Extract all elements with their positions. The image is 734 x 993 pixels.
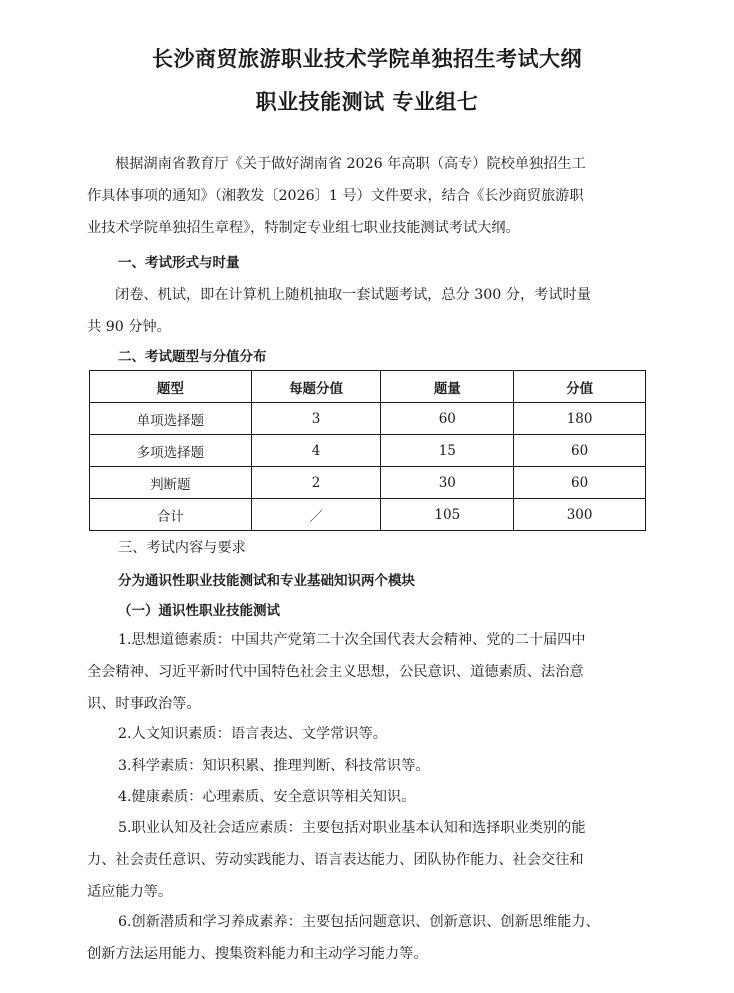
table-cell: ／ — [251, 499, 381, 531]
table-cell: 300 — [514, 499, 646, 531]
item4-paragraph — [87, 781, 649, 813]
table-cell: 4 — [251, 435, 381, 467]
item5-line: 力、社会责任意识、劳动实践能力、语言表达能力、团队协作能力、社会交往和 — [87, 852, 584, 868]
score-table — [89, 370, 646, 531]
item1-paragraph — [87, 624, 649, 720]
intro-line: 根据湖南省教育厅《关于做好湖南省 2026 年高职（高专）院校单独招生工 — [115, 156, 586, 172]
table-header-row — [90, 371, 646, 403]
table-header-cell: 题量 — [381, 371, 514, 403]
item5-line: 适应能力等。 — [87, 884, 173, 900]
section1-line: 共 90 分钟。 — [87, 319, 171, 335]
table-cell: 多项选择题 — [90, 435, 252, 467]
table-total-row — [90, 499, 646, 531]
document-subtitle: 职业技能测试 专业组七 — [255, 90, 479, 114]
item1-line: 识、时事政治等。 — [87, 696, 201, 712]
intro-line: 业技术学院单独招生章程》，特制定专业组七职业技能测试考试大纲。 — [87, 220, 520, 236]
item1-line: 全会精神、习近平新时代中国特色社会主义思想，公民意识、道德素质、法治意 — [87, 664, 584, 680]
intro-paragraph — [87, 148, 649, 244]
item2-line: 2.人文知识素质：语言表达、文学常识等。 — [118, 726, 387, 742]
item6-line: 创新方法运用能力、搜集资料能力和主动学习能力等。 — [87, 946, 428, 962]
table-header-cell: 分值 — [514, 371, 646, 403]
table-cell: 3 — [251, 403, 381, 435]
table-cell: 60 — [514, 467, 646, 499]
intro-line: 作具体事项的通知》（湘教发〔2026〕1 号）文件要求，结合《长沙商贸旅游职 — [87, 188, 584, 204]
section1-line: 闭卷、机试，即在计算机上随机抽取一套试题考试，总分 300 分，考试时量 — [115, 287, 591, 303]
table-row — [90, 403, 646, 435]
table-cell: 判断题 — [90, 467, 252, 499]
section3-heading: 三、考试内容与要求 — [118, 540, 246, 556]
item2-paragraph — [87, 718, 649, 750]
table-cell: 60 — [381, 403, 514, 435]
table-cell: 15 — [381, 435, 514, 467]
table-cell: 2 — [251, 467, 381, 499]
item6-paragraph — [87, 906, 649, 970]
item3-line: 3.科学素质：知识积累、推理判断、科技常识等。 — [118, 758, 430, 774]
table-cell: 60 — [514, 435, 646, 467]
section1-paragraph — [87, 279, 649, 343]
table-cell: 合计 — [90, 499, 252, 531]
table-cell: 30 — [381, 467, 514, 499]
table-header-cell: 题型 — [90, 371, 252, 403]
item3-paragraph — [87, 750, 649, 782]
section2-heading: 二、考试题型与分值分布 — [118, 349, 267, 365]
section3-subheading: 分为通识性职业技能测试和专业基础知识两个模块 — [118, 573, 415, 589]
table-row — [90, 435, 646, 467]
table-row — [90, 467, 646, 499]
item5-paragraph — [87, 812, 649, 908]
item4-line: 4.健康素质：心理素质、安全意识等相关知识。 — [118, 789, 416, 805]
section1-heading: 一、考试形式与时量 — [118, 255, 240, 271]
item1-line: 1.思想道德素质：中国共产党第二十次全国代表大会精神、党的二十届四中 — [118, 632, 586, 648]
document-title: 长沙商贸旅游职业技术学院单独招生考试大纲 — [152, 47, 582, 71]
table-cell: 180 — [514, 403, 646, 435]
table-cell: 单项选择题 — [90, 403, 252, 435]
item6-line: 6.创新潜质和学习养成素养：主要包括问题意识、创新意识、创新思维能力、 — [118, 914, 600, 930]
item5-line: 5.职业认知及社会适应素质：主要包括对职业基本认知和选择职业类别的能 — [118, 820, 586, 836]
table-header-cell: 每题分值 — [251, 371, 381, 403]
table-cell: 105 — [381, 499, 514, 531]
module1-heading: （一）通识性职业技能测试 — [118, 603, 280, 619]
